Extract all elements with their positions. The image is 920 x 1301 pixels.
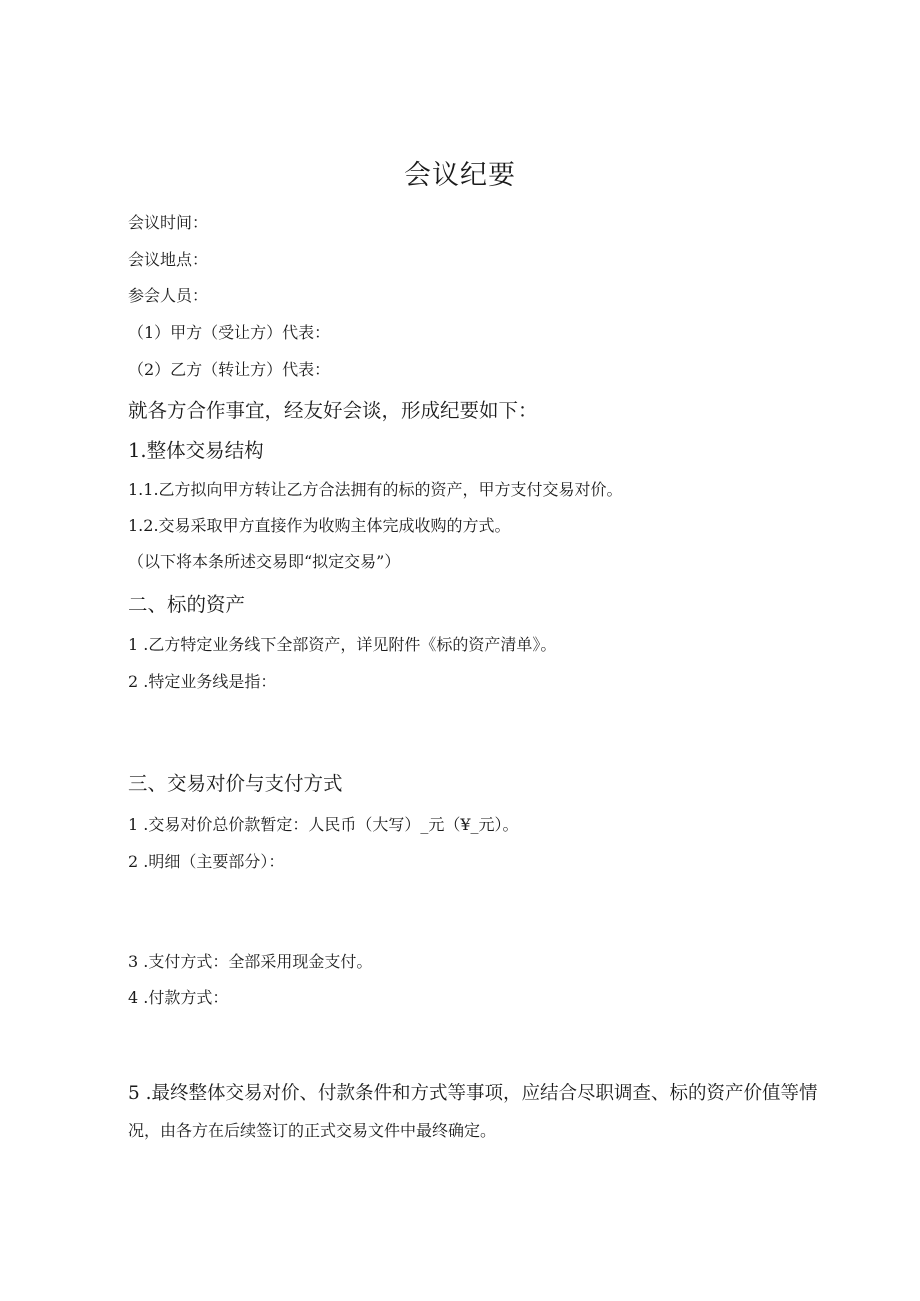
clause-3-2: 2 .明细（主要部分）： bbox=[128, 852, 285, 871]
clause-3-4: 4 .付款方式： bbox=[128, 988, 229, 1007]
intro-statement: 就各方合作事宜，经友好会谈，形成纪要如下： bbox=[128, 399, 538, 422]
clause-1-2: 1.2.交易采取甲方直接作为收购主体完成收购的方式。 bbox=[128, 516, 511, 535]
clause-3-5-line-2: 况，由各方在后续签订的正式交易文件中最终确定。 bbox=[128, 1121, 497, 1140]
clause-3-1: 1 .交易对价总价款暂定：人民币（大写）_元（¥_元）。 bbox=[128, 815, 519, 834]
document-title: 会议纪要 bbox=[404, 160, 516, 191]
meeting-location-label: 会议地点： bbox=[128, 250, 209, 269]
meeting-time-label: 会议时间： bbox=[128, 213, 209, 232]
clause-2-2: 2 .特定业务线是指： bbox=[128, 672, 277, 691]
clause-1-note: （以下将本条所述交易即“拟定交易”） bbox=[128, 552, 401, 571]
section-1-heading: 1.整体交易结构 bbox=[128, 439, 264, 462]
party-a-representative: （1）甲方（受让方）代表： bbox=[128, 323, 331, 342]
clause-3-3: 3 .支付方式：全部采用现金支付。 bbox=[128, 952, 373, 971]
section-2-heading: 二、标的资产 bbox=[128, 593, 246, 616]
clause-1-1: 1.1.乙方拟向甲方转让乙方合法拥有的标的资产，甲方支付交易对价。 bbox=[128, 480, 623, 499]
attendees-label: 参会人员： bbox=[128, 286, 209, 305]
clause-3-5-line-1: 5 .最终整体交易对价、付款条件和方式等事项，应结合尽职调查、标的资产价值等情 bbox=[128, 1083, 818, 1104]
party-b-representative: （2）乙方（转让方）代表： bbox=[128, 360, 331, 379]
clause-2-1: 1 .乙方特定业务线下全部资产，详见附件《标的资产清单》。 bbox=[128, 635, 557, 654]
section-3-heading: 三、交易对价与支付方式 bbox=[128, 772, 343, 795]
